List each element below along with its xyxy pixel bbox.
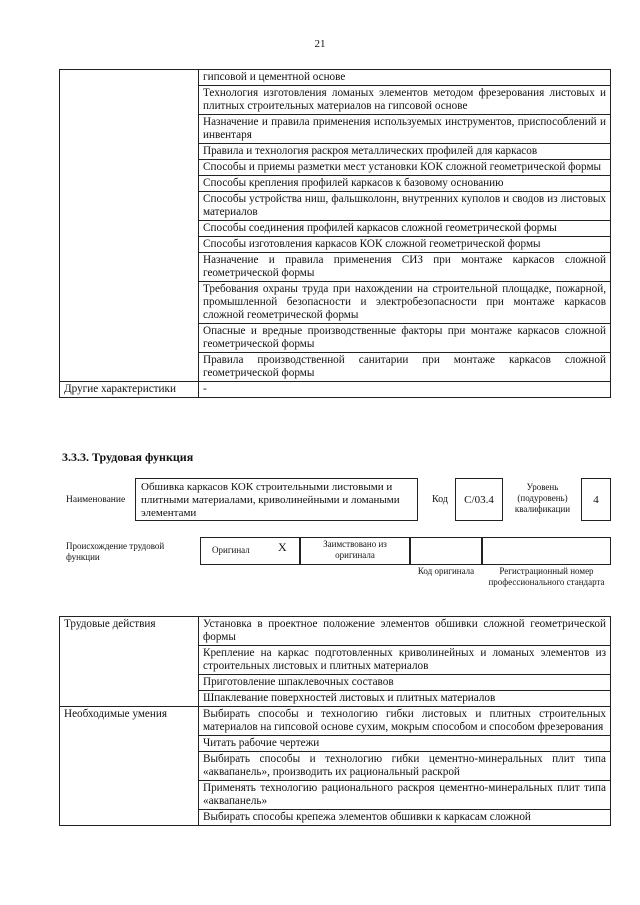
knowledge-item: Способы изготовления каркасов КОК сложной геометрической формы — [199, 237, 611, 253]
knowledge-item: Способы и приемы разметки мест установки КОК сложной геометрической формы — [199, 160, 611, 176]
function-code-box: С/03.4 — [455, 478, 503, 521]
name-label: Наименование — [66, 495, 126, 505]
registration-number-box — [482, 537, 611, 565]
knowledge-item: Правила производственной санитарии при монтаже каркасов сложной геометрической формы — [199, 353, 611, 382]
section-title: 3.3.3. Трудовая функция — [62, 450, 194, 464]
skills-label: Необходимые умения — [60, 707, 199, 826]
knowledge-item: Правила и технология раскроя металлических профилей для каркасов — [199, 144, 611, 160]
table-row — [60, 617, 611, 646]
table-row — [60, 382, 611, 398]
knowledge-item: Назначение и правила применения СИЗ при монтаже каркасов сложной геометрической формы — [199, 253, 611, 282]
skill-item: Применять технологию рационального раскроя цементно-минеральных плит типа «аквапанель» — [199, 781, 611, 810]
level-value-box: 4 — [581, 478, 611, 521]
knowledge-item: гипсовой и цементной основе — [199, 70, 611, 86]
empty-label-cell — [60, 70, 199, 382]
registration-number-caption: Регистрационный номер профессионального стандарта — [488, 566, 605, 587]
skill-item: Выбирать способы крепежа элементов обшивки к каркасам сложной — [199, 810, 611, 826]
skill-item: Выбирать способы и технологию гибки листовых и плитных строительных материалов на гипсовой основе сухим, мокрым способом и способом фрезерования — [199, 707, 611, 736]
skill-item: Читать рабочие чертежи — [199, 736, 611, 752]
action-item: Шпаклевание поверхностей листовых и плитных материалов — [199, 691, 611, 707]
other-characteristics-value: - — [199, 382, 611, 398]
action-item: Приготовление шпаклевочных составов — [199, 675, 611, 691]
other-characteristics-label: Другие характеристики — [60, 382, 199, 398]
original-code-box — [410, 537, 482, 565]
level-label: Уровень (подуровень) квалификации — [514, 482, 571, 514]
knowledge-item: Требования охраны труда при нахождении на строительной площадке, пожарной, промышленной безопасности и электробезопасности при монтаже каркасов сложной геометрической формы — [199, 282, 611, 324]
knowledge-item: Способы устройства ниш, фальшколонн, внутренних куполов и сводов из листовых материалов — [199, 192, 611, 221]
knowledge-item: Опасные и вредные производственные факторы при монтаже каркасов сложной геометрической формы — [199, 324, 611, 353]
origin-label: Происхождение трудовой функции — [66, 541, 165, 562]
function-name-box: Обшивка каркасов КОК строительными листовыми и плитными материалами, криволинейными и ломаными элементами — [135, 478, 418, 521]
original-mark: X — [278, 540, 287, 554]
original-code-caption: Код оригинала — [417, 566, 475, 576]
knowledge-item: Способы соединения профилей каркасов сложной геометрической формы — [199, 221, 611, 237]
borrowed-label: Заимствовано из оригинала — [323, 539, 387, 560]
table-row — [60, 70, 611, 86]
action-item: Крепление на каркас подготовленных криволинейных и ломаных элементов из строительных листовых и плитных материалов — [199, 646, 611, 675]
skill-item: Выбирать способы и технологию гибки цементно-минеральных плит типа «аквапанель», производить их рациональный раскрой — [199, 752, 611, 781]
original-label: Оригинал — [212, 545, 250, 555]
knowledge-item: Способы крепления профилей каркасов к базовому основанию — [199, 176, 611, 192]
code-label: Код — [432, 494, 448, 505]
actions-label: Трудовые действия — [60, 617, 199, 707]
page-number: 21 — [314, 38, 326, 50]
knowledge-table — [59, 69, 611, 398]
knowledge-item: Технология изготовления ломаных элементов методом фрезерования листовых и плитных строительных материалов на гипсовой основе — [199, 86, 611, 115]
table-row — [60, 707, 611, 736]
actions-skills-table — [59, 616, 611, 826]
knowledge-item: Назначение и правила применения используемых инструментов, приспособлений и инвентаря — [199, 115, 611, 144]
action-item: Установка в проектное положение элементов обшивки сложной геометрической формы — [199, 617, 611, 646]
